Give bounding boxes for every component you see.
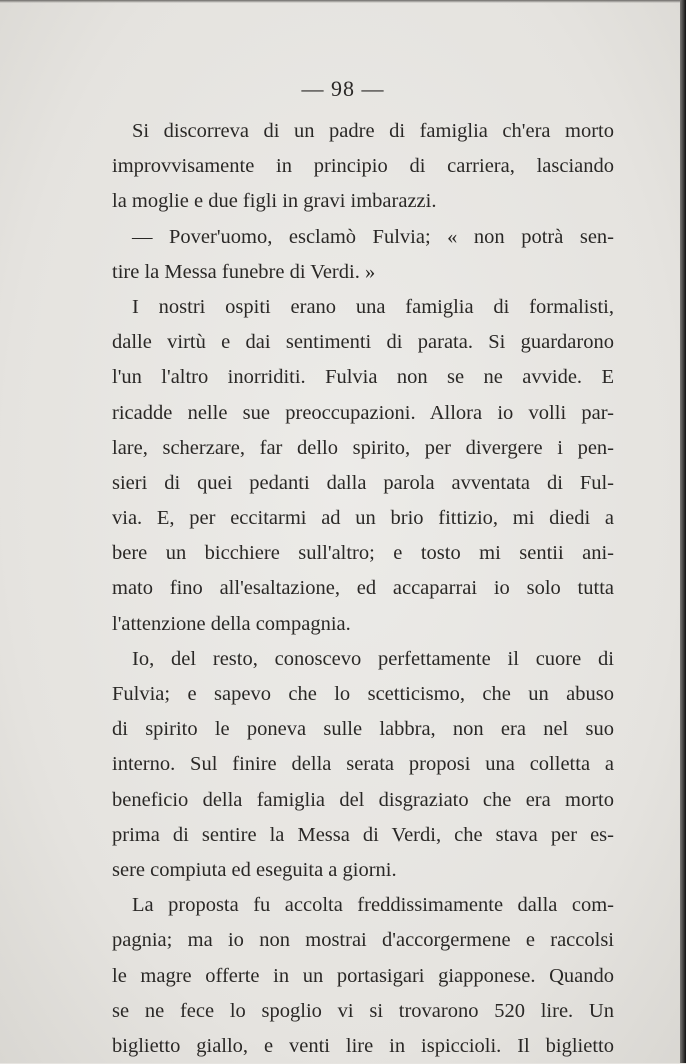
text-line: Si discorreva di un padre di famiglia ch'era morto: [132, 120, 614, 142]
text-line: beneficio della famiglia del disgraziato che era morto: [112, 788, 614, 811]
page-right-edge: [680, 0, 686, 1063]
text-line: La proposta fu accolta freddissimamente dalla com-: [132, 894, 614, 917]
text-line: prima di sentire la Messa di Verdi, che stava per es-: [112, 823, 614, 846]
text-line: Fulvia; e sapevo che lo scetticismo, che un abuso: [112, 683, 614, 705]
text-line: l'un l'altro inorriditi. Fulvia non se ne avvide. E: [112, 366, 614, 389]
text-line: le magre offerte in un portasigari giapponese. Quando: [112, 964, 614, 987]
text-line: interno. Sul finire della serata proposi una colletta a: [112, 753, 614, 776]
text-line: la moglie e due figli in gravi imbarazzi.: [112, 190, 437, 213]
text-line: se ne fece lo spoglio vi si trovarono 520 lire. Un: [112, 999, 614, 1022]
text-line: pagnia; ma io non mostrai d'accorgermene e raccolsi: [112, 929, 614, 952]
text-line: bere un bicchiere sull'altro; e tosto mi sentii ani-: [112, 542, 614, 565]
text-line: mato fino all'esaltazione, ed accaparrai io solo tutta: [112, 577, 614, 600]
text-line: biglietto giallo, e venti lire in ispiccioli. Il biglietto: [112, 1034, 614, 1057]
text-line: sieri di quei pedanti dalla parola avventata di Ful-: [112, 471, 614, 494]
text-line: ricadde nelle sue preoccupazioni. Allora io volli par-: [112, 401, 614, 424]
page-top-shadow: [0, 0, 686, 3]
body-text: [112, 114, 614, 1064]
text-line: lare, scherzare, far dello spirito, per divergere i pen-: [112, 436, 614, 459]
text-line: l'attenzione della compagnia.: [112, 612, 351, 635]
text-line: — Pover'uomo, esclamò Fulvia; « non potrà sen-: [132, 225, 614, 248]
text-line: I nostri ospiti erano una famiglia di formalisti,: [132, 295, 614, 318]
text-line: di spirito le poneva sulle labbra, non era nel suo: [112, 718, 614, 741]
page-number: — 98 —: [301, 76, 385, 101]
text-line: Io, del resto, conoscevo perfettamente il cuore di: [132, 647, 614, 670]
text-line: tire la Messa funebre di Verdi. »: [112, 260, 376, 283]
text-line: improvvisamente in principio di carriera, lasciando: [112, 155, 614, 178]
text-line: via. E, per eccitarmi ad un brio fittizio, mi diedi a: [112, 507, 614, 530]
text-line: sere compiuta ed eseguita a giorni.: [112, 858, 397, 881]
text-line: dalle virtù e dai sentimenti di parata. Si guardarono: [112, 331, 614, 354]
